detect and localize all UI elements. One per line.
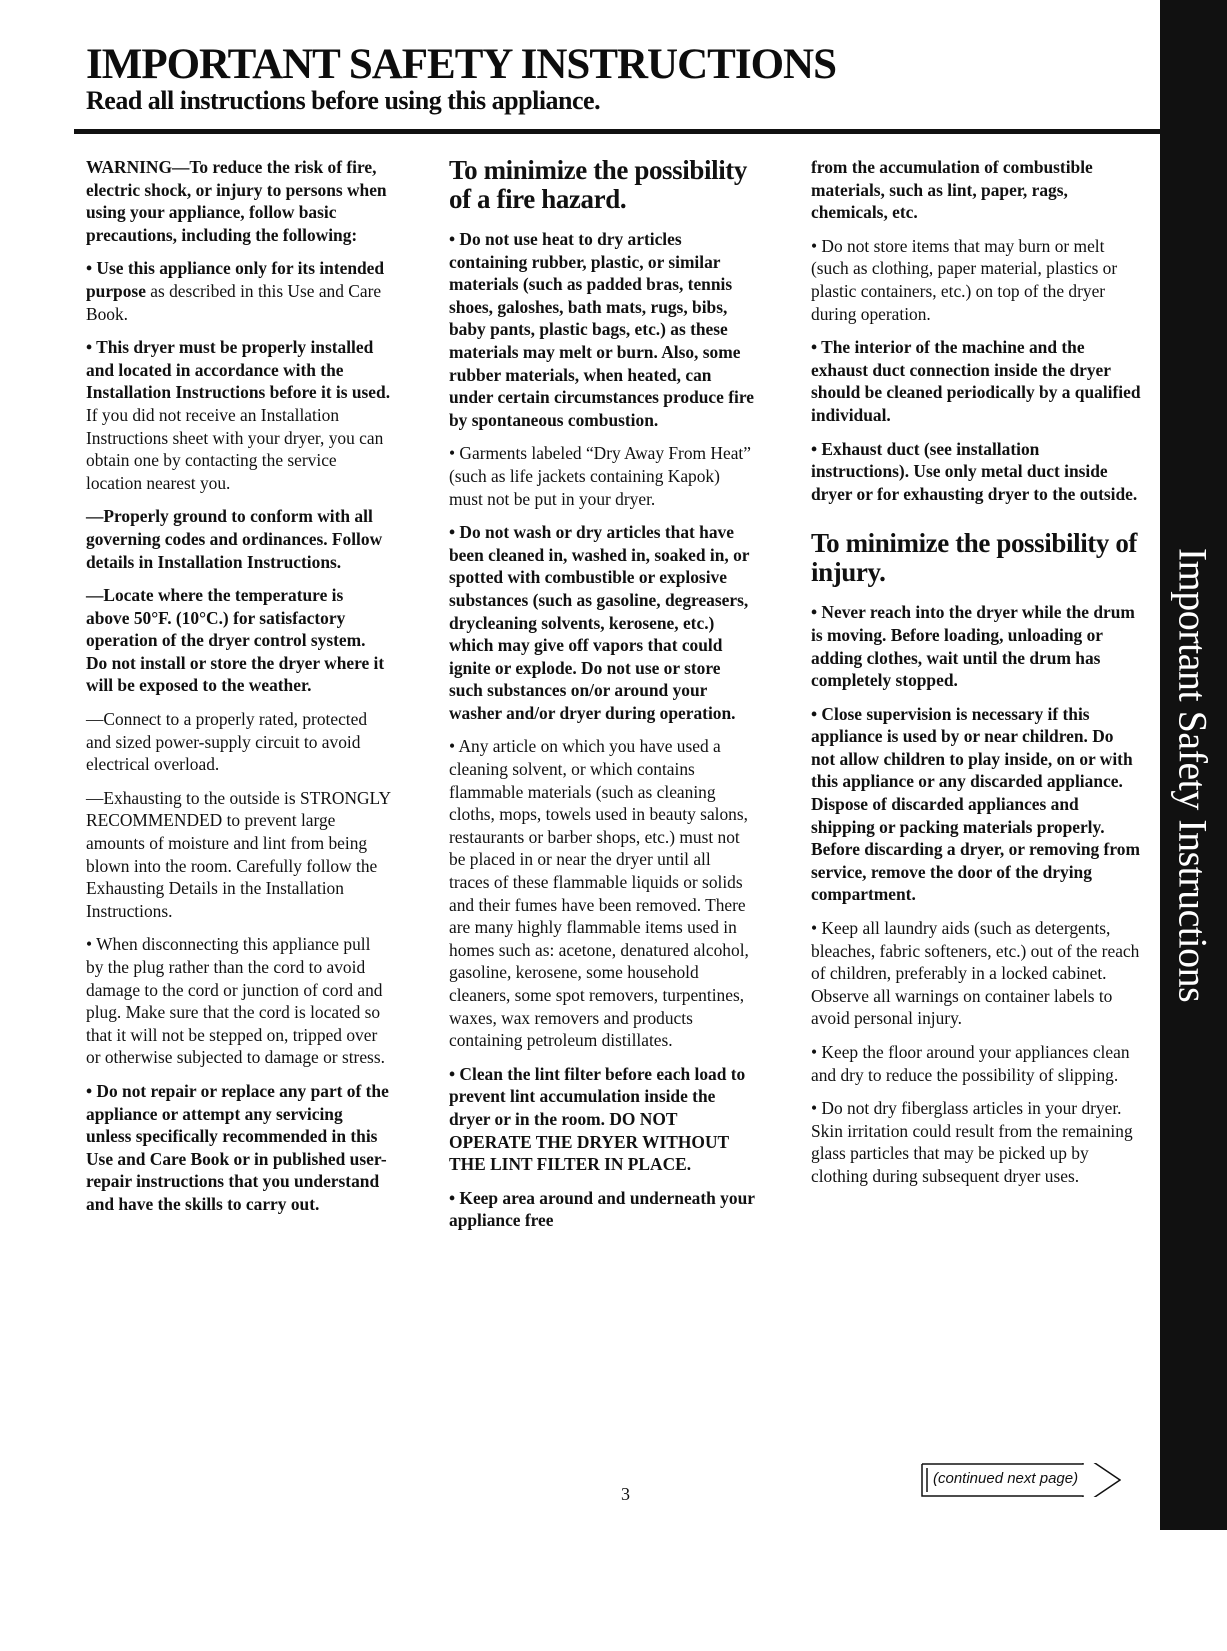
instruction-item: • Do not dry fiberglass articles in your dryer. Skin irritation could result from the remaining glass particles that may be picked up by clothing during subsequent dryer uses. xyxy=(811,1098,1133,1186)
instruction-item: —Properly ground to conform with all governing codes and ordinances. Follow details in Installation Instructions. xyxy=(86,506,383,572)
column-3 xyxy=(811,156,1141,1199)
warning-intro: WARNING—To reduce the risk of fire, electric shock, or injury to persons when using your appliance, follow basic precautions, including the following: xyxy=(86,157,387,245)
instruction-item: • Do not use heat to dry articles containing rubber, plastic, or similar materials (such as padded bras, tennis shoes, galoshes, bath mats, rugs, bibs, baby pants, plastic bags, etc.) as these materials may melt or burn. Also, some rubber materials, when heated, can under certain circumstances produce fire by spontaneous combustion. xyxy=(449,229,754,430)
instruction-item xyxy=(86,336,391,494)
section-heading-fire: To minimize the possibility of a fire hazard. xyxy=(449,155,747,214)
page-subtitle: Read all instructions before using this appliance. xyxy=(86,86,601,115)
instruction-item: • Do not store items that may burn or melt (such as clothing, paper material, plastics or plastic containers, etc.) on top of the dryer during operation. xyxy=(811,235,1118,324)
instruction-item: • Any article on which you have used a cleaning solvent, or which contains flammable materials (such as cleaning cloths, mops, towels used in beauty salons, restaurants or barber shops, etc.) must not be placed in or near the dryer until all traces of these flammable liquids or solids and their fumes have been removed. There are many highly flammable items used in homes such as: acetone, denatured alcohol, gasoline, kerosene, some household cleaners, some spot removers, turpentines, waxes, wax removers and products containing petroleum distillates. xyxy=(449,736,749,1051)
instruction-item xyxy=(86,257,391,325)
continued-label: (continued next page) xyxy=(933,1470,1079,1487)
instruction-item: • Clean the lint filter before each load to prevent lint accumulation inside the dryer or in the room. DO NOT OPERATE THE DRYER WITHOUT THE LINT FILTER IN PLACE. xyxy=(449,1063,746,1175)
instruction-item: • Do not wash or dry articles that have been cleaned in, washed in, soaked in, or spotted with combustible or explosive substances (such as gasoline, degreasers, drycleaning solvents, kerosene, etc.) which may give off vapors that could ignite or explode. Do not use or store such substances on/or around your washer and/or dryer during operation. xyxy=(449,522,750,723)
instruction-emphasis: • Use this appliance only for its intended purpose xyxy=(86,258,385,301)
instruction-item: • Keep all laundry aids (such as detergents, bleaches, fabric softeners, etc.) out of the reach of children, preferably in a locked cabinet. Observe all warnings on container labels to avoid personal injury. xyxy=(811,918,1140,1029)
side-tab-label: Important Safety Instructions xyxy=(1170,547,1216,1003)
page-number: 3 xyxy=(621,1484,630,1504)
instruction-text: If you did not receive an Installation Instructions sheet with your dryer, you can obtain one by contacting the service location nearest you. xyxy=(86,404,384,493)
instruction-item: —Connect to a properly rated, protected and sized power-supply circuit to avoid electrical overload. xyxy=(86,709,368,775)
continued-next-page xyxy=(921,1463,1121,1497)
column-1 xyxy=(86,156,391,1227)
column-2 xyxy=(449,156,755,1243)
instruction-item: • Close supervision is necessary if this appliance is used by or near children. Do not allow children to play inside, on or with this appliance or any discarded appliance. Dispose of discarded appliances and shipping or packing materials properly. Before discarding a dryer, or removing from service, remove the door of the drying compartment. xyxy=(811,703,1140,905)
section-heading-injury: To minimize the possibility of injury. xyxy=(811,528,1138,588)
instruction-emphasis: • This dryer must be properly installed and located in accordance with the Installation Instructions before it is used. xyxy=(86,337,391,403)
instruction-item: • Exhaust duct (see installation instructions). Use only metal duct inside dryer or for exhausting dryer to the outside. xyxy=(811,438,1138,504)
instruction-item: • When disconnecting this appliance pull by the plug rather than the cord to avoid damage to the cord or junction of cord and plug. Make sure that the cord is located so that it will not be stepped on, tripped over or otherwise subjected to damage or stress. xyxy=(86,934,385,1068)
instruction-item: • Garments labeled “Dry Away From Heat” (such as life jackets containing Kapok) must not be put in your dryer. xyxy=(449,443,751,509)
header-divider xyxy=(74,129,1160,134)
instruction-item: —Locate where the temperature is above 50°F. (10°C.) for satisfactory operation of the dryer control system. Do not install or store the dryer where it will be exposed to the weather. xyxy=(86,585,385,696)
instruction-item: • Keep the floor around your appliances clean and dry to reduce the possibility of slipping. xyxy=(811,1042,1130,1085)
instruction-item: • Never reach into the dryer while the drum is moving. Before loading, unloading or adding clothes, wait until the drum has completely stopped. xyxy=(811,602,1135,691)
instruction-item: • Do not repair or replace any part of the appliance or attempt any servicing unless specifically recommended in this Use and Care Book or in published user-repair instructions that you understand and have the skills to carry out. xyxy=(86,1080,389,1214)
instruction-item: —Exhausting to the outside is STRONGLY RECOMMENDED to prevent large amounts of moisture and lint from being blown into the room. Carefully follow the Exhausting Details in the Installation Instructions. xyxy=(86,787,391,921)
instruction-text: as described in this Use and Care Book. xyxy=(86,280,382,324)
page-title: IMPORTANT SAFETY INSTRUCTIONS xyxy=(86,41,836,88)
instruction-item: from the accumulation of combustible materials, such as lint, paper, rags, chemicals, etc. xyxy=(811,157,1093,223)
instruction-item: • The interior of the machine and the exhaust duct connection inside the dryer should be cleaned periodically by a qualified individual. xyxy=(811,337,1141,425)
instruction-item: • Keep area around and underneath your appliance free xyxy=(449,1187,755,1231)
